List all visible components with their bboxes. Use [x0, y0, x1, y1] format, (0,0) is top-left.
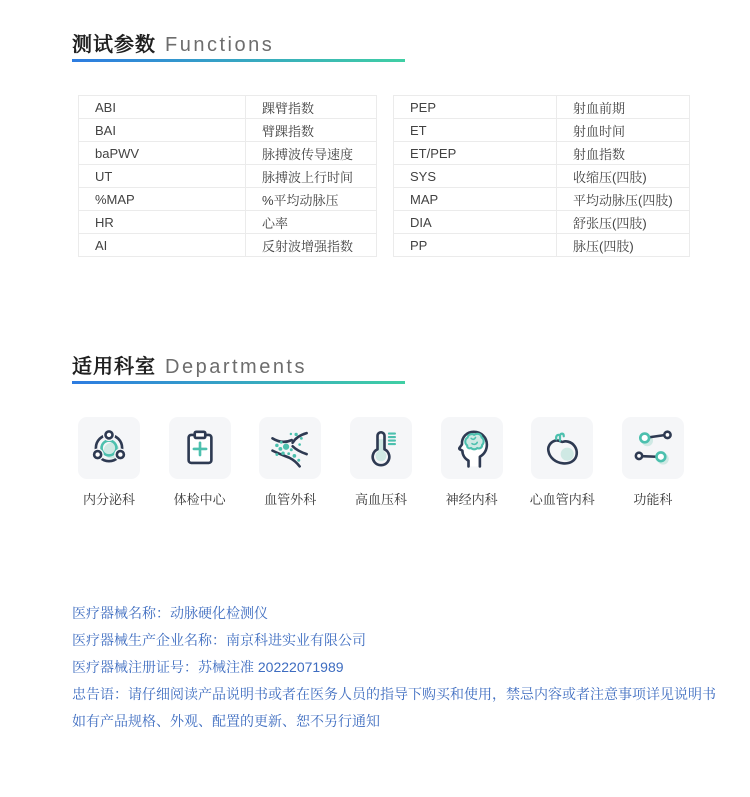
param-code: %MAP — [79, 188, 246, 211]
departments-title-underline — [72, 381, 405, 384]
functions-table-right — [393, 95, 690, 257]
department-item — [350, 417, 412, 508]
table-row — [394, 165, 690, 188]
param-code: PP — [394, 234, 557, 257]
table-row — [79, 211, 377, 234]
param-desc: 射血时间 — [557, 119, 690, 142]
param-desc: 臂踝指数 — [246, 119, 377, 142]
param-desc: 平均动脉压(四肢) — [557, 188, 690, 211]
param-desc: %平均动脉压 — [246, 188, 377, 211]
table-row — [394, 96, 690, 119]
functions-table-left — [78, 95, 377, 257]
departments-section-title — [72, 350, 307, 380]
functions-section-title — [72, 28, 274, 58]
param-desc: 反射波增强指数 — [246, 234, 377, 257]
regulatory-footer — [72, 600, 716, 735]
department-item — [531, 417, 593, 508]
footer-line: 医疗器械注册证号：苏械注准 20222071989 — [72, 659, 344, 675]
param-desc: 舒张压(四肢) — [557, 211, 690, 234]
table-row — [394, 142, 690, 165]
footer-line: 忠告语：请仔细阅读产品说明书或者在医务人员的指导下购买和使用，禁忌内容或者注意事项详见说明书 — [72, 686, 716, 702]
param-code: MAP — [394, 188, 557, 211]
department-label: 神经内科 — [445, 492, 498, 507]
table-row — [394, 119, 690, 142]
functions-title-zh: 测试参数 — [72, 34, 156, 56]
department-label: 内分泌科 — [82, 492, 135, 507]
table-row — [79, 188, 377, 211]
param-code: ET — [394, 119, 557, 142]
department-label: 高血压科 — [354, 492, 407, 507]
param-code: PEP — [394, 96, 557, 119]
table-row — [79, 119, 377, 142]
department-item — [259, 417, 321, 508]
param-code: HR — [79, 211, 246, 234]
param-code: DIA — [394, 211, 557, 234]
table-row — [394, 211, 690, 234]
department-item — [441, 417, 503, 508]
cardiology-icon — [531, 417, 593, 479]
param-desc: 收缩压(四肢) — [557, 165, 690, 188]
functions-title-underline — [72, 59, 405, 62]
table-row — [394, 188, 690, 211]
footer-line: 如有产品规格、外观、配置的更新、恕不另行通知 — [72, 713, 380, 729]
param-code: ET/PEP — [394, 142, 557, 165]
physical-exam-icon — [169, 417, 231, 479]
table-row — [394, 234, 690, 257]
param-code: BAI — [79, 119, 246, 142]
department-item — [78, 417, 140, 508]
table-row — [79, 234, 377, 257]
param-desc: 射血指数 — [557, 142, 690, 165]
neurology-icon — [441, 417, 503, 479]
parameter-tables — [78, 95, 690, 257]
table-row — [79, 142, 377, 165]
departments-title-zh: 适用科室 — [72, 356, 156, 378]
functions-title-en: Functions — [165, 34, 275, 56]
functional-dept-icon — [622, 417, 684, 479]
param-code: baPWV — [79, 142, 246, 165]
param-desc: 踝臂指数 — [246, 96, 377, 119]
param-desc: 心率 — [246, 211, 377, 234]
department-item — [622, 417, 684, 508]
department-label: 体检中心 — [173, 492, 226, 507]
param-desc: 射血前期 — [557, 96, 690, 119]
table-row — [79, 96, 377, 119]
param-code: AI — [79, 234, 246, 257]
departments-title-en: Departments — [165, 356, 307, 378]
department-label: 血管外科 — [264, 492, 317, 507]
param-desc: 脉搏波传导速度 — [246, 142, 377, 165]
departments-list — [78, 417, 684, 508]
department-label: 心血管内科 — [529, 492, 595, 507]
param-code: SYS — [394, 165, 557, 188]
param-desc: 脉压(四肢) — [557, 234, 690, 257]
param-desc: 脉搏波上行时间 — [246, 165, 377, 188]
department-label: 功能科 — [633, 492, 673, 507]
hypertension-icon — [350, 417, 412, 479]
department-item — [169, 417, 231, 508]
param-code: UT — [79, 165, 246, 188]
footer-line: 医疗器械生产企业名称：南京科进实业有限公司 — [72, 632, 366, 648]
param-code: ABI — [79, 96, 246, 119]
endocrinology-icon — [78, 417, 140, 479]
vascular-surgery-icon — [259, 417, 321, 479]
footer-line: 医疗器械名称：动脉硬化检测仪 — [72, 605, 268, 621]
table-row — [79, 165, 377, 188]
